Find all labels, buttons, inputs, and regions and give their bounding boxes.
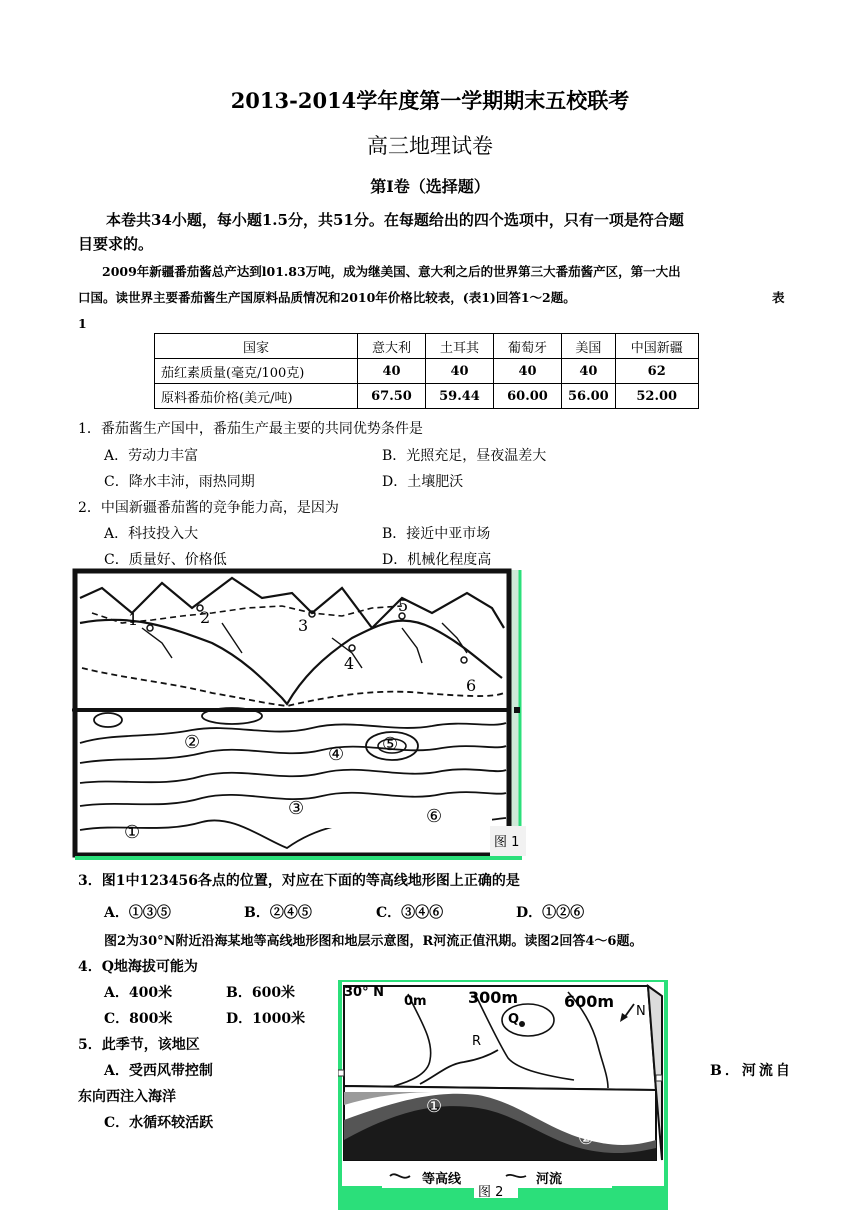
q1-option-d: D．土壤肥沃 [382,474,464,490]
q4-option-b: B．600米 [226,985,296,1001]
question-2-stem: 2．中国新疆番茄酱的竞争能力高，是因为 [78,500,339,516]
fig1-point-2: 2 [200,608,211,627]
q1-option-c: C．降水丰沛，雨热同期 [104,474,255,490]
figure-1 [72,568,526,860]
q4-option-d: D．1000米 [226,1011,306,1027]
question-4-stem: 4．Q地海拔可能为 [78,959,198,975]
question-3-stem: 3．图1中123456各点的位置，对应在下面的等高线地形图上正确的是 [78,873,520,889]
table-cell: 62 [615,359,698,384]
table-header: 葡萄牙 [494,334,562,359]
q2-option-b: B．接近中亚市场 [382,526,491,542]
fig1-point-4: 4 [344,654,355,673]
q3-option-d: D．①②⑥ [516,905,585,921]
intro-line2: 口国。读世界主要番茄酱生产国原料品质情况和2010年价格比较表，(表1)回答1～2题。 [78,290,576,305]
question-1-stem: 1．番茄酱生产国中，番茄生产最主要的共同优势条件是 [78,421,423,437]
intro-table-word: 表 [772,290,785,305]
fig1-circle-3: ③ [288,798,305,819]
fig1-circle-5: ⑤ [382,734,399,755]
fig2-legend-contour: 等高线 [422,1172,462,1187]
table-header-row [155,334,699,359]
fig1-point-3: 3 [298,616,309,635]
q3-option-b: B．②④⑤ [244,905,312,921]
figure-1-label: 图 1 [494,835,520,850]
instructions-line2: 目要求的。 [78,235,154,253]
q5-option-b: B．河流自 [710,1063,793,1079]
table-cell: 67.50 [358,384,426,409]
q4-option-c: C．800米 [104,1011,173,1027]
table-1 [154,333,699,409]
q1-option-b: B．光照充足，昼夜温差大 [382,448,547,464]
fig2-legend-river: 河流 [536,1172,563,1187]
table-cell: 40 [426,359,494,384]
intro-figure-2: 图2为30°N附近沿海某地等高线地形图和地层示意图，R河流正值汛期。读图2回答4～6题。 [104,934,643,949]
fig2-contour-300: 300m [468,988,519,1007]
q4-option-a: A．400米 [104,985,173,1001]
q5-option-a: A．受西风带控制 [104,1063,213,1079]
q1-option-a: A．劳动力丰富 [104,448,199,464]
fig2-contour-600: 600m [564,992,615,1011]
table-cell: 原料番茄价格(美元/吨) [155,384,358,409]
q5-option-b-continued: 东向西注入海洋 [78,1089,176,1105]
table-row [155,384,699,409]
fig1-circle-1: ① [124,822,141,843]
fig2-point-q: Q [508,1012,520,1027]
table-cell: 56.00 [562,384,616,409]
intro-table-number: 1 [78,316,87,331]
table-cell: 40 [358,359,426,384]
q3-option-c: C．③④⑥ [376,905,444,921]
instructions-line1: 本卷共34小题，每小题1.5分，共51分。在每题给出的四个选项中，只有一项是符合题 [106,211,684,229]
table-header: 国家 [155,334,358,359]
fig1-circle-2: ② [184,732,201,753]
fig1-point-6: 6 [466,676,477,695]
q2-option-a: A．科技投入大 [104,526,199,542]
question-5-stem: 5．此季节，该地区 [78,1037,200,1053]
table-cell: 59.44 [426,384,494,409]
table-header: 美国 [562,334,616,359]
fig1-circle-6: ⑥ [426,806,443,827]
table-cell: 60.00 [494,384,562,409]
table-header: 中国新疆 [615,334,698,359]
table-row [155,359,699,384]
figure-2-drawing [338,980,668,1210]
q2-option-d: D．机械化程度高 [382,552,492,568]
table-header: 土耳其 [426,334,494,359]
fig2-latitude: 30° N [344,985,384,1000]
table-cell: 52.00 [615,384,698,409]
fig2-north: N [636,1004,646,1019]
table-header: 意大利 [358,334,426,359]
fig2-layer-1: ① [426,1096,443,1117]
exam-title: 2013-2014学年度第一学期期末五校联考 [230,88,630,113]
q5-option-c: C．水循环较活跃 [104,1115,214,1131]
table-cell: 40 [494,359,562,384]
fig2-river-r: R [472,1034,482,1049]
section-title: 第Ⅰ卷（选择题） [370,177,490,196]
q3-option-a: A．①③⑤ [104,905,171,921]
fig1-point-5: 5 [398,596,409,615]
figure-2-label: 图 2 [478,1185,504,1200]
table-cell: 茄红素质量(毫克/100克) [155,359,358,384]
exam-subtitle: 高三地理试卷 [367,134,493,158]
intro-line1: 2009年新疆番茄酱总产达到l01.83万吨，成为继美国、意大利之后的世界第三大番茄酱产区，第一大出 [102,264,681,279]
q2-option-c: C．质量好、价格低 [104,552,227,568]
fig2-contour-0: 0m [404,994,427,1009]
fig2-layer-2: ② [578,1128,595,1149]
fig1-circle-4: ④ [328,744,345,765]
table-cell: 40 [562,359,616,384]
figure-2 [338,980,668,1210]
fig1-point-1: 1 [128,610,139,629]
